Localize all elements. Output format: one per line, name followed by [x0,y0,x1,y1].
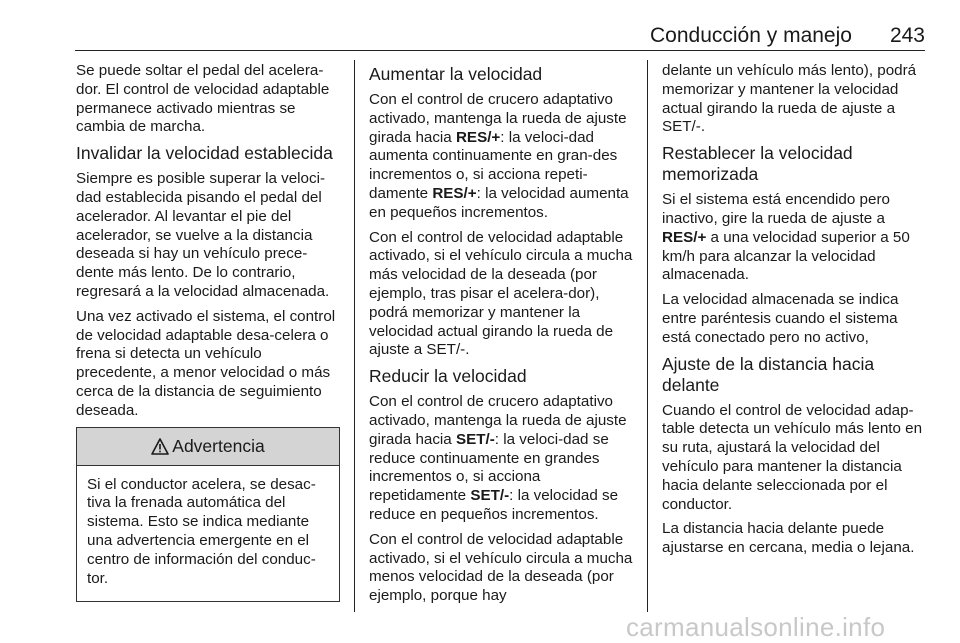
heading-reduce-speed: Reducir la velocidad [369,366,527,387]
text-run: : la veloci-dad se reduce continuamente en grandes incrementos o, si acciona repetidamente [369,430,609,505]
text-run: : la velocidad aumenta en pequeños incrementos. [369,184,629,221]
text-run: : la veloci-dad aumenta continuamente en gran-des incrementos o, si acciona repeti-damente [369,128,618,202]
paragraph: Cuando el control de velocidad adap-table detecta un vehículo más lento en su ruta, ajustará la velocidad del vehículo para mantener la distancia hacia delante seleccionada por el conductor. [662,401,923,513]
heading-override-speed: Invalidar la velocidad establecida [76,143,333,164]
control-label: SET/- [455,430,495,448]
paragraph [369,91,633,223]
watermark: carmanualsonline.info [626,612,886,642]
text-run: Si el sistema está encendido pero inactivo, gire la rueda de ajuste a [662,191,890,227]
paragraph [369,393,633,525]
section-title: Conducción y manejo [650,24,852,47]
control-label: RES/+ [455,128,501,146]
page-header [75,24,925,50]
paragraph: Siempre es posible superar la veloci-dad establecida pisando el pedal del acelerador. Al levantar el pie del acelerador, se vuelve a la distancia deseada si hay un vehículo prece-dente más lento. De lo contrario, regresará a la velocidad almacenada. [76,170,330,300]
warning-box [76,427,340,603]
warning-title: Advertencia [172,435,265,456]
control-label: RES/+ [662,228,707,246]
control-label: SET/- [470,487,510,505]
column-3 [662,62,926,564]
paragraph: Se puede soltar el pedal del acelera-dor. El control de velocidad adaptable permanece activado mientras se cambia de marcha. [76,62,330,136]
paragraph: Una vez activado el sistema, el control de velocidad adaptable desa-celera o frena si detecta un vehículo precedente, a menor velocidad o más cerca de la distancia de seguimiento deseada. [76,307,336,419]
paragraph: Con el control de velocidad adaptable activado, si el vehículo circula a mucha más velocidad de la deseada (por ejemplo, tras pisar el acelera-dor), podrá memorizar y mantener la velocidad actual girando la rueda de ajuste a SET/-. [369,228,633,359]
paragraph: Con el control de velocidad adaptable activado, si el vehículo circula a mucha menos velocidad de la deseada (por ejemplo, porque hay [369,530,633,605]
column-1 [76,62,340,602]
heading-restore-speed: Restablecer la velocidad memorizada [662,143,853,185]
heading-increase-speed: Aumentar la velocidad [369,64,543,84]
text-run: Con el control de crucero adaptativo activado, mantenga la rueda de ajuste girada hacia [369,91,627,146]
column-2 [369,62,633,612]
text-run: Con el control de crucero adaptativo activado, mantenga la rueda de ajuste girada hacia [369,393,627,448]
page-number: 243 [889,24,925,47]
control-label: RES/+ [432,184,477,202]
paragraph: La velocidad almacenada se indica entre paréntesis cuando el sistema está conectado pero no activo, [662,291,899,346]
header-rule [75,50,925,51]
column-divider-2 [647,60,648,612]
paragraph: La distancia hacia delante puede ajustarse en cercana, media o lejana. [662,520,915,557]
text-run: : la velocidad se reduce en pequeños incrementos. [369,487,619,523]
text-run: a una velocidad superior a 50 km/h para alcanzar la velocidad almacenada. [662,228,910,284]
warning-body [77,466,339,602]
paragraph [662,191,926,285]
paragraph: delante un vehículo más lento), podrá memorizar y mantener la velocidad actual girando la rueda de ajuste a SET/-. [662,62,917,136]
warning-triangle-icon [151,438,169,455]
heading-distance: Ajuste de la distancia hacia delante [662,353,875,395]
column-divider-1 [354,60,355,612]
warning-text: Si el conductor acelera, se desac-tiva la frenada automática del sistema. Esto se indica mediante una advertencia emergente en el centro de información del conduc-tor. [87,475,316,587]
warning-header [77,428,339,466]
